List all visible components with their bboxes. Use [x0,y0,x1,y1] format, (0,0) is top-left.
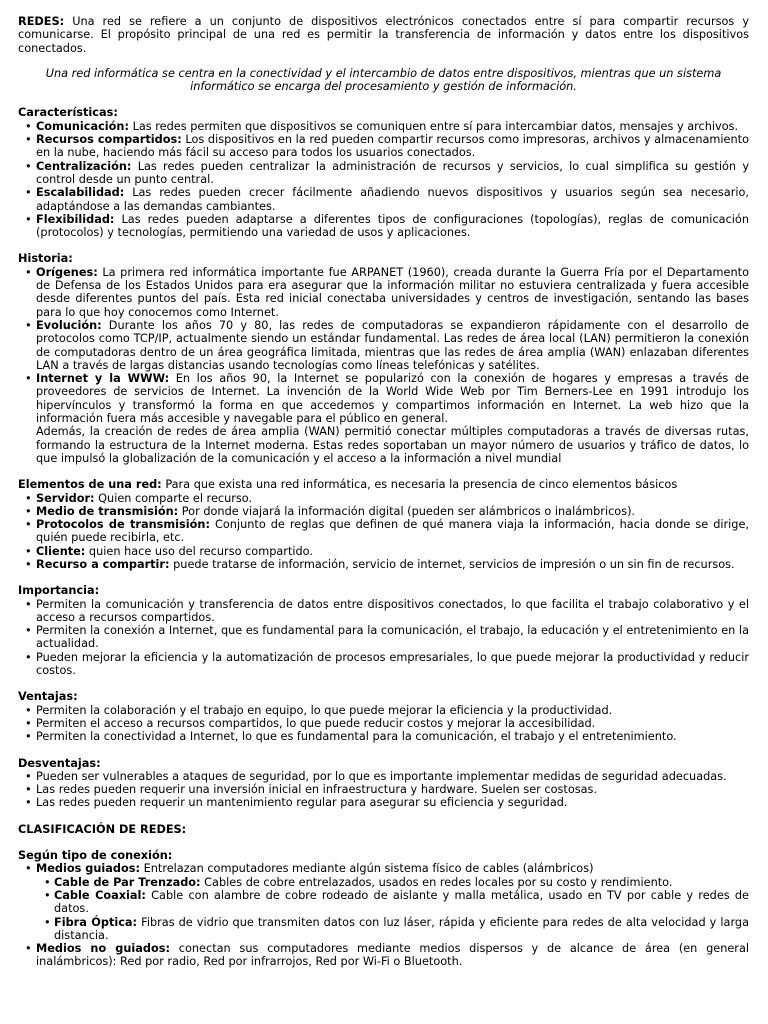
section-title: Elementos de una red: [18,478,162,492]
sub-list-item [18,916,749,943]
item-text: Las redes permiten que dispositivos se comuniquen entre sí para intercambiar datos, mensajes y archivos. [132,119,739,133]
item-term: Medios no guiados: [36,942,171,956]
section-historia [18,252,749,465]
item-term: Internet y la WWW: [36,372,170,386]
item-text: Cables de cobre entrelazados, usados en redes locales por su costo y rendimiento. [204,875,673,889]
item-term: Escalabilidad: [36,186,125,200]
list-item: • Permiten la comunicación y transferencia de datos entre dispositivos conectados, lo que facilita el trabajo colaborativo y el acceso a recursos compartidos. [18,598,749,625]
guiados-sublist [18,876,749,942]
section-caracteristicas [18,106,749,239]
list-item [18,213,749,240]
item-term: Flexibilidad: [36,212,115,226]
item-text: La primera red informática importante fue ARPANET (1960), creada durante la Guerra Fría por el Departamento de Defensa de los Estados Unidos para era asegurar que la información militar no estuviera centralizada y fuera accesible desde diferentes puntos del país. Esta red inicial conectaba universidades y centros de investigación, sentando las bases para lo que hoy conocemos como Internet. [36,265,749,319]
item-text: En los años 90, la Internet se popularizó con la conexión de hogares y empresas a través de proveedores de servicios de Internet. La invención de la World Wide Web por Tim Berners-Lee en 1991 introdujo los hipervínculos y transformó la forma en que accedemos y compartimos información en Internet. La web hizo que la información fuera más accesible y navegable para el público en general. [36,372,749,426]
section-title: Importancia: [18,584,100,598]
list-item: • Permiten la conectividad a Internet, lo que es fundamental para la comunicación, el trabajo y el entretenimiento. [18,730,749,743]
list-item: • Pueden ser vulnerables a ataques de seguridad, por lo que es importante implementar medidas de seguridad adecuadas. [18,770,749,783]
conexion-list [18,862,749,875]
intro-text: Una red se refiere a un conjunto de dispositivos electrónicos conectados entre sí para compartir recursos y comunicarse. El propósito principal de una red es permitir la transferencia de información y datos entre los dispositivos conectados. [18,15,750,55]
list-item [18,133,749,160]
list-item: • Pueden mejorar la eficiencia y la automatización de procesos empresariales, lo que puede mejorar la productividad y reducir costos. [18,651,749,678]
list-item-medios-no-guiados [18,942,749,969]
list-item [18,120,749,133]
list-item: • Permiten la conexión a Internet, que es fundamental para la comunicación, el trabajo, la educación y el entretenimiento en la actualidad. [18,624,749,651]
sub-list-item [18,889,749,916]
elementos-list [18,492,749,572]
item-text: Las redes pueden adaptarse a diferentes tipos de configuraciones (topologías), reglas de comunicación (protocolos) y tecnologías, permitiendo una variedad de usos y aplicaciones. [36,212,750,240]
section-elementos [18,478,749,571]
list-item-medios-guiados [18,862,749,875]
section-ventajas [18,690,749,743]
elementos-lead: Para que exista una red informática, es necesaria la presencia de cinco elementos básicos [165,478,678,492]
section-title: Historia: [18,252,73,266]
list-item [18,319,749,372]
clasificacion-title: CLASIFICACIÓN DE REDES: [18,822,187,836]
list-item: • Las redes pueden requerir un mantenimiento regular para asegurar su eficiencia y seguridad. [18,796,749,809]
item-term: Cliente: [36,544,86,558]
elementos-header [18,478,749,491]
historia-extra-paragraph: Además, la creación de redes de área amplia (WAN) permitió conectar múltiples computadoras a través de diversas rutas, formando la estructura de la Internet moderna. Estas redes soportaban un mayor número de usuarios y tráfico de datos, lo que impulsó la globalización de la comunicación y el acceso a la información a nivel mundial [36,425,749,465]
item-term: Fibra Óptica: [54,915,138,929]
item-term: Servidor: [36,491,95,505]
list-item [18,186,749,213]
item-term: Orígenes: [36,265,98,279]
list-item [18,518,749,545]
item-text: Las redes pueden centralizar la administración de recursos y servicios, lo cual simplifica su gestión y control desde un punto central. [36,159,750,186]
item-text: Entrelazan computadores mediante algún sistema físico de cables (alámbricos) [143,862,594,876]
item-term: Evolución: [36,318,102,332]
no-guiados-list [18,942,749,969]
sub-list-item [18,876,749,889]
item-term: Comunicación: [36,119,129,133]
item-text: puede tratarse de información, servicio de internet, servicios de impresión o un sin fin de recursos. [173,557,735,571]
section-importancia [18,584,749,677]
section-title: Según tipo de conexión: [18,849,173,863]
item-term: Centralización: [36,159,132,173]
desventajas-list [18,770,749,810]
ventajas-list [18,704,749,744]
item-text: Los dispositivos en la red pueden compartir recursos como impresoras, archivos y almacenamiento en la nube, haciendo más fácil su acceso para todos los usuarios conectados. [36,133,749,160]
item-term: Medios guiados: [36,862,140,876]
list-item [18,505,749,518]
item-text: Quien comparte el recurso. [98,491,253,505]
item-text: conectan sus computadores mediante medios dispersos y de alcance de área (en general inalámbricos): Red por radio, Red por infrarrojos, Red por Wi-Fi o Bluetooth. [36,942,750,969]
item-term: Protocolos de transmisión: [36,518,210,532]
historia-list [18,266,749,426]
item-text: Por donde viajará la información digital (pueden ser alámbricos o inalámbricos). [181,504,636,518]
item-text: Fibras de vidrio que transmiten datos con luz láser, rápida y eficiente para redes de alta velocidad y larga distancia. [54,915,750,942]
item-term: Medio de transmisión: [36,504,179,518]
list-item: • Permiten el acceso a recursos compartidos, lo que puede reducir costos y mejorar la accesibilidad. [18,717,749,730]
list-item [18,160,749,187]
item-text: Conjunto de reglas que definen de qué manera viaja la información, hacia donde se dirige, quién puede recibirla, etc. [36,518,750,545]
item-term: Recurso a compartir: [36,557,170,571]
item-text: quien hace uso del recurso compartido. [88,544,313,558]
item-term: Cable de Par Trenzado: [54,875,201,889]
list-item [18,492,749,505]
list-item [18,558,749,571]
item-text: Cable con alambre de cobre rodeado de aislante y malla metálica, usado en TV por cable y redes de datos. [54,888,749,916]
document-page [18,15,749,969]
item-text: Durante los años 70 y 80, las redes de computadoras se expandieron rápidamente con el desarrollo de protocolos como TCP/IP, actualmente siendo un estándar fundamental. Las redes de área local (LAN) permitieron la conexión de computadoras dentro de un área geográfica limitada, mientras que las redes de área amplia (WAN) enlazaban diferentes LAN a través de largas distancias usando tecnologías como líneas telefónicas y satélites. [36,318,749,372]
section-title: Ventajas: [18,690,78,704]
quote-paragraph: Una red informática se centra en la conectividad y el intercambio de datos entre dispositivos, mientras que un sistema informático se encarga del procesamiento y gestión de información. [45,66,722,94]
item-term: Recursos compartidos: [36,133,182,147]
intro-term: REDES: [18,15,65,28]
section-title: Desventajas: [18,756,101,770]
item-text: Las redes pueden crecer fácilmente añadiendo nuevos dispositivos y usuarios según sea necesario, adaptándose a las demandas cambiantes. [36,186,750,213]
list-item [18,545,749,558]
list-item [18,372,749,425]
section-title: Características: [18,106,118,120]
list-item [18,266,749,319]
intro-paragraph [18,15,749,55]
section-desventajas [18,757,749,810]
section-tipo-conexion [18,849,749,969]
importancia-list [18,598,749,678]
item-term: Cable Coaxial: [54,888,146,902]
list-item: • Permiten la colaboración y el trabajo en equipo, lo que puede mejorar la eficiencia y la productividad. [18,704,749,717]
caracteristicas-list [18,120,749,240]
list-item: • Las redes pueden requerir una inversión inicial en infraestructura y hardware. Suelen ser costosas. [18,783,749,796]
